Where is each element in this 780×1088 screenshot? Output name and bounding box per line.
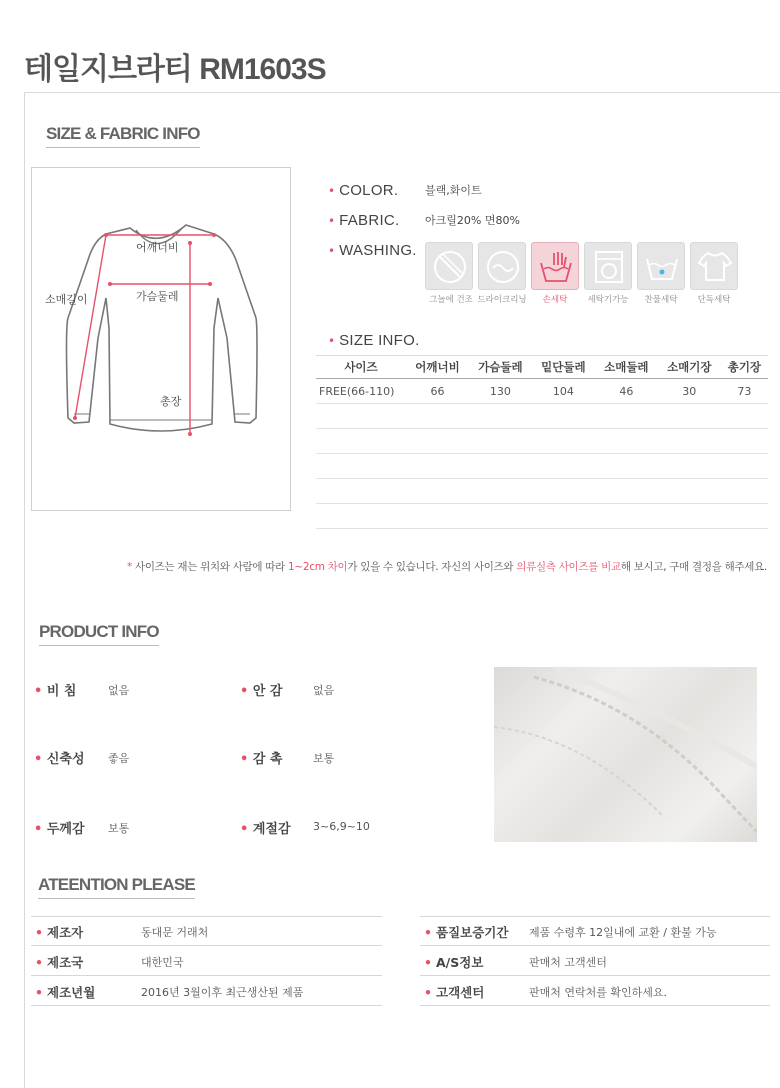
pi-key-texture: • 감 촉 bbox=[240, 752, 283, 767]
col-size: 사이즈 bbox=[316, 356, 406, 379]
cell-total-length: 73 bbox=[721, 379, 768, 404]
color-row: • COLOR. bbox=[328, 182, 399, 199]
col-chest: 가슴둘레 bbox=[469, 356, 532, 379]
att-row-warranty: • 품질보증기간 제품 수령후 12일내에 교환 / 환불 가능 bbox=[420, 916, 770, 946]
pi-val-thickness: 보통 bbox=[108, 822, 130, 835]
att-val-warranty: 제품 수령후 12일내에 교환 / 환불 가능 bbox=[529, 926, 717, 939]
table-row-empty bbox=[316, 504, 768, 529]
note-bullet: * bbox=[127, 561, 132, 573]
table-row bbox=[316, 379, 768, 404]
product-info-heading: PRODUCT INFO bbox=[39, 622, 159, 641]
att-row-as: • A/S정보 판매처 고객센터 bbox=[420, 946, 770, 976]
cell-sleeve-length: 30 bbox=[658, 379, 721, 404]
sweater-outline-icon bbox=[32, 168, 290, 510]
product-title: 테일지브라티 RM1603S bbox=[24, 53, 326, 86]
color-value: 블랙,화이트 bbox=[425, 184, 482, 197]
cell-size: FREE(66-110) bbox=[316, 379, 406, 404]
label-shoulder: 어깨너비 bbox=[136, 241, 179, 254]
att-val-support: 판매처 연락처를 확인하세요. bbox=[529, 986, 668, 999]
pi-val-lining: 없음 bbox=[313, 684, 335, 697]
label-length: 총장 bbox=[160, 395, 182, 408]
cold-wash-icon bbox=[637, 242, 685, 290]
shade-dry-icon bbox=[425, 242, 473, 290]
size-info-row: • SIZE INFO. bbox=[328, 332, 420, 349]
size-table bbox=[316, 355, 768, 529]
att-val-country: 대한민국 bbox=[141, 956, 184, 969]
att-val-as: 판매처 고객센터 bbox=[529, 956, 607, 969]
wash-label-hand-wash: 손세탁 bbox=[542, 295, 568, 305]
washing-key: WASHING. bbox=[339, 242, 417, 259]
note-part3: 해 보시고, 구매 결정을 해주세요. bbox=[620, 561, 767, 573]
cell-hem: 104 bbox=[532, 379, 595, 404]
fabric-value: 아크릴20% 면80% bbox=[425, 214, 520, 227]
washing-machine-icon bbox=[584, 242, 632, 290]
note-part1: 사이즈는 재는 위치와 사람에 따라 bbox=[131, 561, 288, 573]
wash-label-shade-dry: 그늘에 건조 bbox=[429, 295, 473, 305]
pi-val-texture: 보통 bbox=[313, 752, 335, 765]
size-fabric-heading: SIZE & FABRIC INFO bbox=[46, 124, 200, 143]
left-border bbox=[24, 92, 25, 1088]
cell-shoulder: 66 bbox=[406, 379, 469, 404]
pi-key-thickness: • 두께감 bbox=[34, 822, 85, 837]
fabric-texture-image bbox=[494, 667, 757, 842]
wash-label-dry-clean: 드라이크리닝 bbox=[477, 295, 527, 305]
wash-label-machine: 세탁기가능 bbox=[587, 295, 629, 305]
pi-val-season: 3~6,9~10 bbox=[313, 820, 370, 833]
att-row-date: • 제조년월 2016년 3월이후 최근생산된 제품 bbox=[31, 976, 382, 1006]
wash-label-separate: 단독세탁 bbox=[697, 295, 731, 305]
dry-clean-icon bbox=[478, 242, 526, 290]
note-highlight1: 1~2cm 차이 bbox=[287, 561, 348, 573]
col-sleeve-circ: 소매둘레 bbox=[595, 356, 658, 379]
att-row-support: • 고객센터 판매처 연락처를 확인하세요. bbox=[420, 976, 770, 1006]
top-divider bbox=[24, 92, 780, 93]
table-row-empty bbox=[316, 404, 768, 429]
separate-wash-icon bbox=[690, 242, 738, 290]
hand-wash-icon bbox=[531, 242, 579, 290]
label-sleeve: 소매길이 bbox=[45, 293, 88, 306]
col-hem: 밑단둘레 bbox=[532, 356, 595, 379]
table-row-empty bbox=[316, 429, 768, 454]
fabric-row: • FABRIC. bbox=[328, 212, 400, 229]
size-info-key: SIZE INFO. bbox=[339, 332, 420, 349]
table-row-empty bbox=[316, 454, 768, 479]
col-shoulder: 어깨너비 bbox=[406, 356, 469, 379]
note-highlight2: 의류실측 사이즈를 비교 bbox=[516, 561, 621, 573]
pi-key-lining: • 안 감 bbox=[240, 684, 283, 699]
table-row-empty bbox=[316, 479, 768, 504]
col-total-length: 총기장 bbox=[721, 356, 768, 379]
color-key: COLOR. bbox=[339, 182, 399, 199]
pi-key-season: • 계절감 bbox=[240, 822, 291, 837]
pi-val-stretch: 좋음 bbox=[108, 752, 130, 765]
att-val-date: 2016년 3월이후 최근생산된 제품 bbox=[141, 986, 304, 999]
pi-val-transparency: 없음 bbox=[108, 684, 130, 697]
note-part2: 가 있을 수 있습니다. 자신의 사이즈와 bbox=[347, 561, 517, 573]
garment-diagram bbox=[31, 167, 291, 511]
att-val-manufacturer: 동대문 거래처 bbox=[141, 926, 209, 939]
att-row-country: • 제조국 대한민국 bbox=[31, 946, 382, 976]
size-note bbox=[127, 559, 767, 574]
size-table-header bbox=[316, 356, 768, 379]
attention-heading: ATEENTION PLEASE bbox=[38, 875, 195, 894]
pi-key-stretch: • 신축성 bbox=[34, 752, 85, 767]
wash-label-cold: 찬물세탁 bbox=[644, 295, 678, 305]
pi-key-transparency: • 비 침 bbox=[34, 684, 77, 699]
fabric-key: FABRIC. bbox=[339, 212, 400, 229]
washing-row: • WASHING. bbox=[328, 242, 417, 259]
label-chest: 가슴둘레 bbox=[136, 290, 179, 303]
cell-sleeve-circ: 46 bbox=[595, 379, 658, 404]
col-sleeve-length: 소매기장 bbox=[658, 356, 721, 379]
att-row-manufacturer: • 제조자 동대문 거래처 bbox=[31, 916, 382, 946]
cell-chest: 130 bbox=[469, 379, 532, 404]
